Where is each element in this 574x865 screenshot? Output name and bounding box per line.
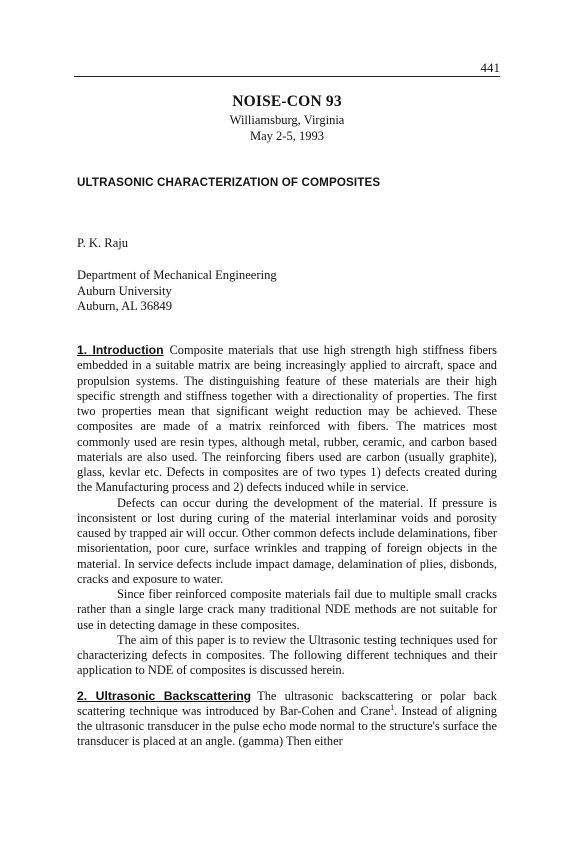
affiliation-university: Auburn University xyxy=(77,284,172,298)
conference-date: May 2-5, 1993 xyxy=(250,129,324,143)
author-name: P. K. Raju xyxy=(77,236,129,250)
backscattering-text-b: . Instead of aligning the ultrasonic transducer in the pulse echo mode normal to the structure's surface the transducer is placed at an angle. (gamma) Then either xyxy=(77,703,497,749)
reference-marker: 1 xyxy=(390,702,395,712)
conference-location: Williamsburg, Virginia xyxy=(229,113,345,127)
introduction-text-1: Composite materials that use high strength high stiffness fibers embedded in a suitable matrix are being increasingly applied to aircraft, space and propulsion systems. The distinguishing feature of these materials are their high specific strength and stiffness together with a directionality of properties. The first two properties mean that significant weight reduction may be achieved. These composites are made of a matrix reinforced with fibers. The matrices most commonly used are resin types, although metal, rubber, ceramic, and carbon based materials are also used. The reinforcing fibers used are carbon (usually graphite), glass, kevlar etc. Defects in composites are of two types 1) defects created during the Manufacturing process and 2) defects induced while in service. xyxy=(77,343,497,495)
introduction-paragraph-4: The aim of this paper is to review the Ultrasonic testing techniques used for characterizing defects in composites. The following different techniques and their application to NDE of composites is discussed herein. xyxy=(77,632,497,678)
introduction-paragraph-3: Since fiber reinforced composite materials fail due to multiple small cracks rather than a single large crack many traditional NDE methods are not suitable for use in detecting damage in these composites. xyxy=(77,587,497,632)
page-number: 441 xyxy=(480,60,500,75)
introduction-paragraph-2: Defects can occur during the development of the material. If pressure is inconsistent or lost during curing of the material interlaminar voids and porosity caused by trapped air will occur. Other common defects include delaminations, fiber misorientation, poor cure, surface wrinkles and trapping of foreign objects in the material. In service defects include impact damage, delamination of plies, disbonds, cracks and exposure to water. xyxy=(77,495,497,586)
introduction-paragraph-1 xyxy=(77,343,497,496)
backscattering-heading: 2. Ultrasonic Backscattering xyxy=(77,688,252,703)
affiliation-address: Auburn, AL 36849 xyxy=(77,299,173,313)
conference-name: NOISE-CON 93 xyxy=(232,93,342,110)
affiliation-department: Department of Mechanical Engineering xyxy=(77,268,277,282)
backscattering-paragraph xyxy=(77,689,497,750)
paper-body xyxy=(77,343,497,750)
introduction-heading: 1. Introduction xyxy=(77,343,164,357)
paper-title: ULTRASONIC CHARACTERIZATION OF COMPOSITES xyxy=(77,176,381,189)
header-rule xyxy=(74,76,500,77)
backscattering-text-a: The ultrasonic backscattering or polar back scattering technique was introduced by Bar-Cohen and Crane xyxy=(77,688,498,718)
